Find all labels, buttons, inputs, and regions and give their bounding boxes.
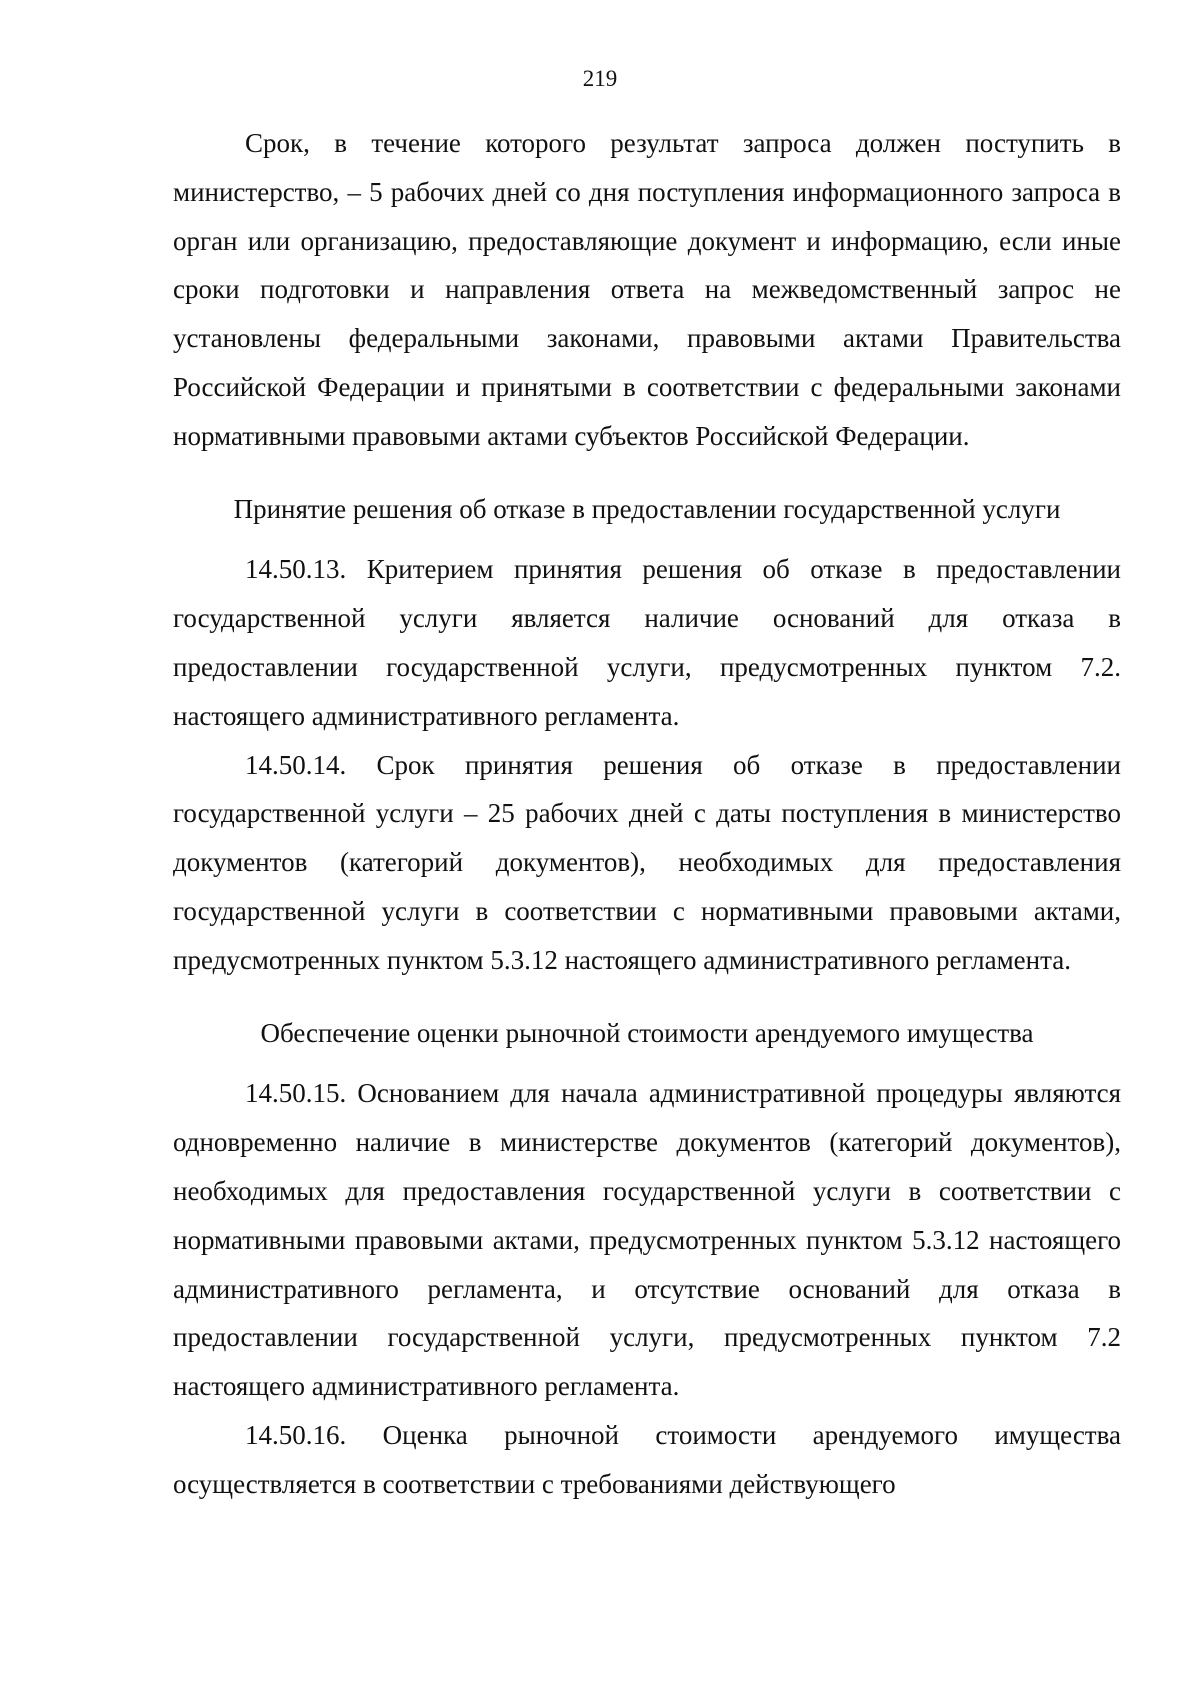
section-heading-refusal-decision: Принятие решения об отказе в предоставлении государственной услуги	[233, 493, 1061, 524]
paragraph-14-50-15: 14.50.15. Основанием для начала административной процедуры являются одновременно наличие в министерстве документов (категорий документов), необходимых для предоставления государственной услуги в соответствии с нормативными правовыми актами, предусмотренных пунктом 5.3.12 настоящего административного регламента, и отсутствие оснований для отказа в предоставлении государственной услуги, предусмотренных пунктом 7.2 настоящего административного регламента.	[173, 1078, 1121, 1402]
document-body	[173, 119, 1121, 1509]
page-number: 219	[582, 66, 618, 91]
paragraph-14-50-14: 14.50.14. Срок принятия решения об отказе в предоставлении государственной услуги – 25 рабочих дней с даты поступления в министерство документов (категорий документов), необходимых для предоставления государственной услуги в соответствии с нормативными правовыми актами, предусмотренных пунктом 5.3.12 настоящего административного регламента.	[173, 749, 1121, 975]
section-heading-market-value-assessment: Обеспечение оценки рыночной стоимости арендуемого имущества	[260, 1017, 1034, 1048]
paragraph-14-50-16: 14.50.16. Оценка рыночной стоимости арендуемого имущества осуществляется в соответствии с требованиями действующего	[173, 1419, 1121, 1499]
paragraph-request-deadline: Срок, в течение которого результат запроса должен поступить в министерство, – 5 рабочих дней со дня поступления информационного запроса в орган или организацию, предоставляющие документ и информацию, если иные сроки подготовки и направления ответа на межведомственный запрос не установлены федеральными законами, правовыми актами Правительства Российской Федерации и принятыми в соответствии с федеральными законами нормативными правовыми актами субъектов Российской Федерации.	[173, 128, 1121, 451]
paragraph-14-50-13: 14.50.13. Критерием принятия решения об отказе в предоставлении государственной услуги является наличие оснований для отказа в предоставлении государственной услуги, предусмотренных пунктом 7.2. настоящего административного регламента.	[173, 554, 1121, 731]
